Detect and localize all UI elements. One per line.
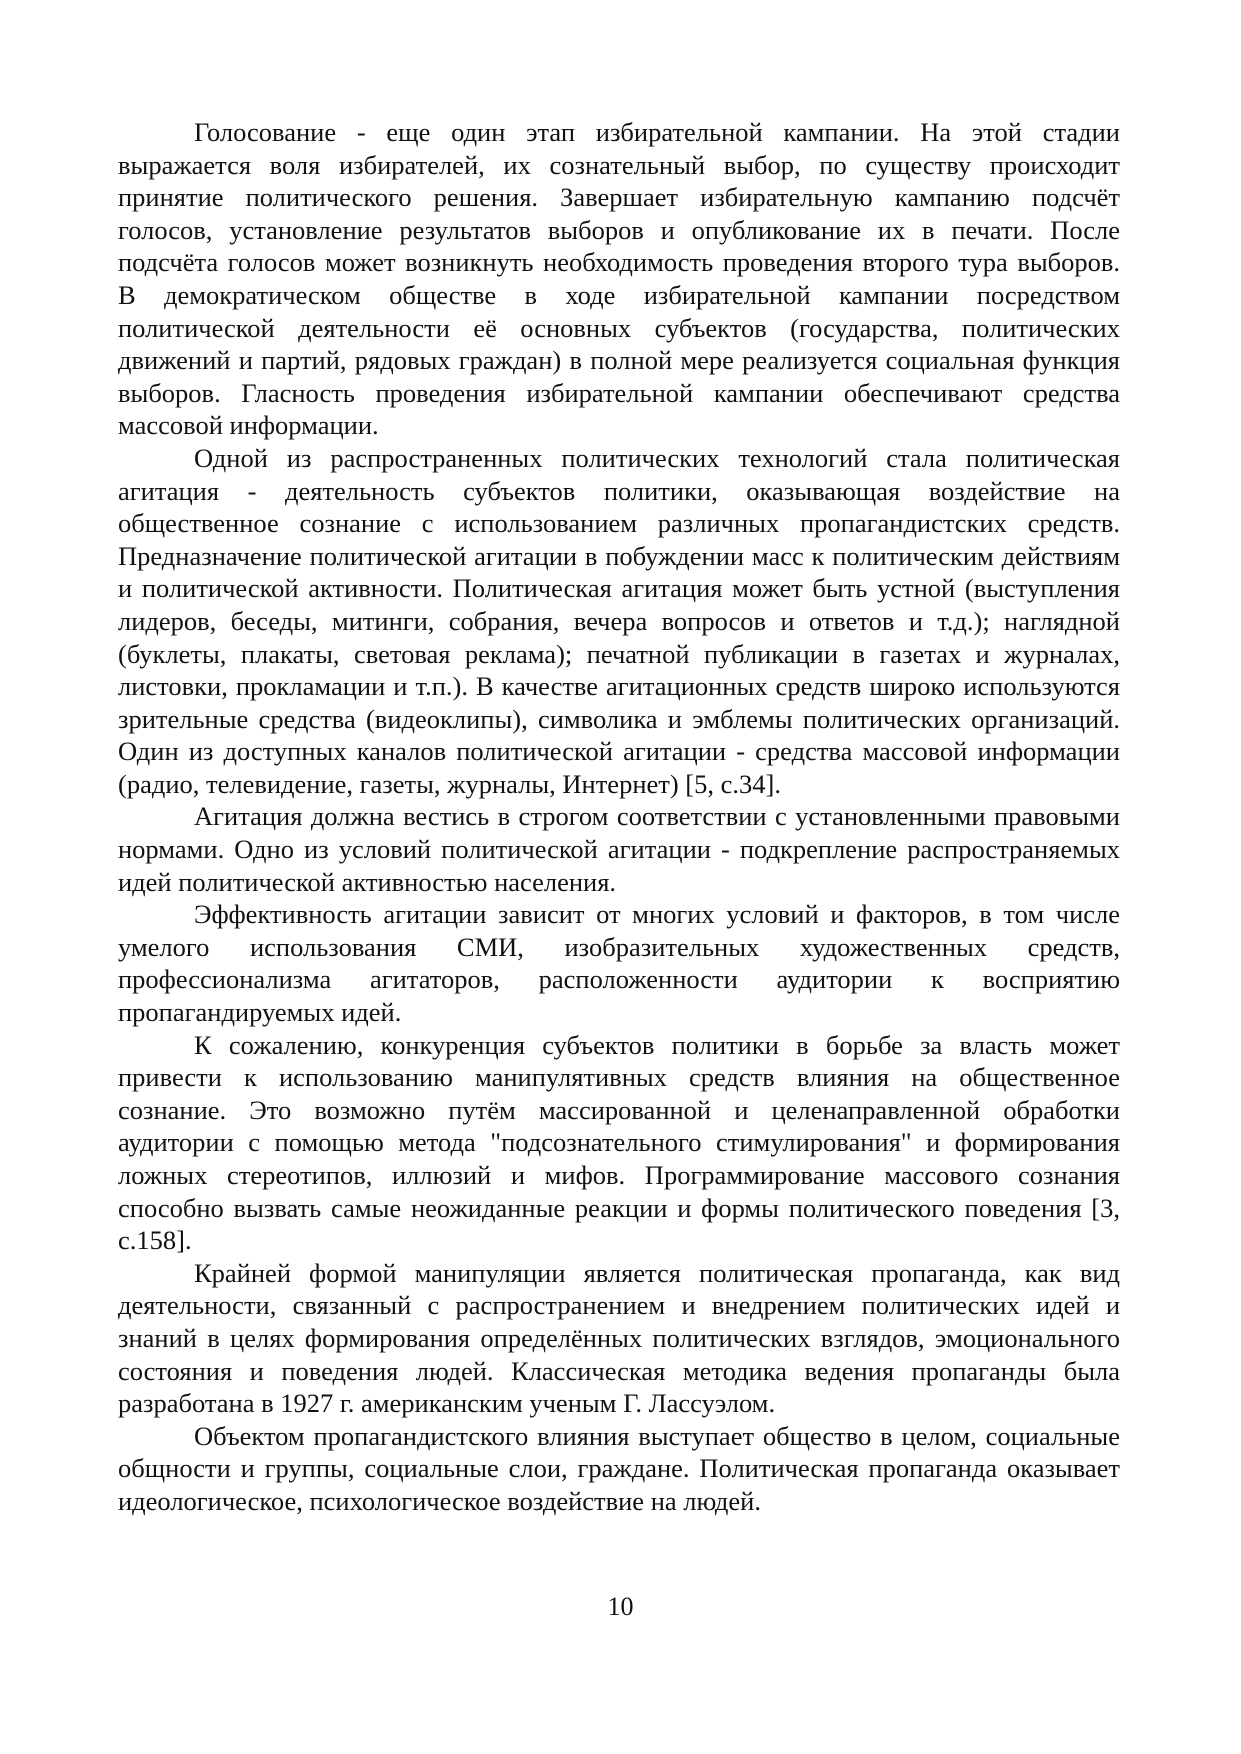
paragraph-voting: Голосование - еще один этап избирательной кампании. На этой стадии выражается воля избирателей, их сознательный выбор, по существу происходит принятие политического решения. Завершает избирательную кампанию подсчёт голосов, установление результатов выборов и опубликование их в печати. После подсчёта голосов может возникнуть необходимость проведения второго тура выборов. В демократическом обществе в ходе избирательной кампании посредством политической деятельности её основных субъектов (государства, политических движений и партий, рядовых граждан) в полной мере реализуется социальная функция выборов. Гласность проведения избирательной кампании обеспечивают средства массовой информации.: [118, 117, 1120, 441]
paragraph-political-agitation: Одной из распространенных политических технологий стала политическая агитация - деятельность субъектов политики, оказывающая воздействие на общественное сознание с использованием различных пропагандистских средств. Предназначение политической агитации в побуждении масс к политическим действиям и политической активности. Политическая агитация может быть устной (выступления лидеров, беседы, митинги, собрания, вечера вопросов и ответов и т.д.); наглядной (буклеты, плакаты, световая реклама); печатной публикации в газетах и журналах, листовки, прокламации и т.п.). В качестве агитационных средств широко используются зрительные средства (видеоклипы), символика и эмблемы политических организаций. Один из доступных каналов политической агитации - средства массовой информации (радио, телевидение, газеты, журналы, Интернет) [5, с.34].: [118, 442, 1120, 799]
page-number: 10: [607, 1592, 634, 1621]
paragraph-agitation-effectiveness: Эффективность агитации зависит от многих условий и факторов, в том числе умелого использования СМИ, изобразительных художественных средств, профессионализма агитаторов, расположенности аудитории к восприятию пропагандируемых идей.: [118, 899, 1120, 1028]
paragraph-agitation-norms: Агитация должна вестись в строгом соответствии с установленными правовыми нормами. Одно из условий политической агитации - подкрепление распространяемых идей политической активностью населения.: [118, 801, 1120, 897]
body-text: [118, 116, 1120, 1518]
paragraph-propaganda-object: Объектом пропагандистского влияния выступает общество в целом, социальные общности и группы, социальные слои, граждане. Политическая пропаганда оказывает идеологическое, психологическое воздействие на людей.: [118, 1420, 1120, 1516]
paragraph-propaganda: Крайней формой манипуляции является политическая пропаганда, как вид деятельности, связанный с распространением и внедрением политических идей и знаний в целях формирования определённых политических взглядов, эмоционального состояния и поведения людей. Классическая методика ведения пропаганды была разработана в 1927 г. американским ученым Г. Лассуэлом.: [118, 1257, 1120, 1419]
paragraph-manipulation: К сожалению, конкуренция субъектов политики в борьбе за власть может привести к использованию манипулятивных средств влияния на общественное сознание. Это возможно путём массированной и целенаправленной обработки аудитории с помощью метода "подсознательного стимулирования" и формирования ложных стереотипов, иллюзий и мифов. Программирование массового сознания способно вызвать самые неожиданные реакции и формы политического поведения [3, с.158].: [118, 1029, 1120, 1256]
